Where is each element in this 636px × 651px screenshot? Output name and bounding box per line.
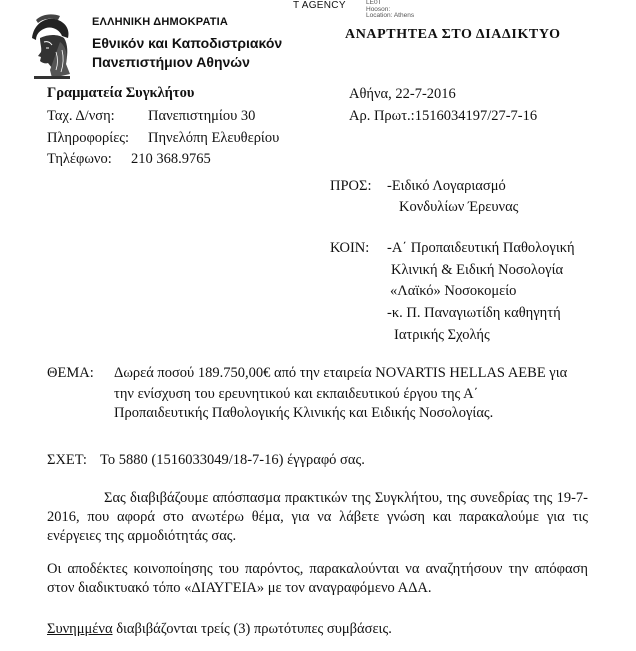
stamp-meta <box>366 0 414 20</box>
republic-title: ΕΛΛΗΝΙΚΗ ΔΗΜΟΚΡΑΤΙΑ <box>92 16 229 28</box>
subject-label: ΘΕΜΑ: <box>47 365 94 381</box>
stamp-meta-line: Hooson: <box>366 5 391 13</box>
university-name-line: Πανεπιστήμιον Αθηνών <box>92 54 250 70</box>
cc-label: ΚΟΙΝ: <box>330 240 370 256</box>
university-logo <box>22 12 74 82</box>
stamp-meta-line: Location: Athens <box>366 12 415 19</box>
cc-line: -Α΄ Προπαιδευτική Παθολογική <box>387 240 575 256</box>
phone-value: 210 368.9765 <box>131 151 211 167</box>
to-label: ΠΡΟΣ: <box>330 178 372 194</box>
posted-online-label: ΑΝΑΡΤΗΤΕΑ ΣΤΟ ΔΙΑΔΙΚΤΥΟ <box>345 27 561 42</box>
phone-label: Τηλέφωνο: <box>47 151 112 167</box>
info-label: Πληροφορίες: <box>47 130 130 146</box>
cc-line: -κ. Π. Παναγιωτίδη καθηγητή <box>387 305 561 321</box>
attachments-label: Συνημμένα <box>47 621 113 637</box>
to-line: Κονδυλίων Έρευνας <box>399 199 519 215</box>
agency-stamp: T AGENCY <box>293 0 346 11</box>
protocol-number: Αρ. Πρωτ.:1516034197/27-7-16 <box>349 108 538 124</box>
attachments-line <box>47 621 392 638</box>
subject-line: Δωρεά ποσού 189.750,00€ από την εταιρεία NOVARTIS HELLAS AEBE για <box>114 365 568 381</box>
subject-line: Προπαιδευτικής Παθολογικής Κλινικής και Ειδικής Νοσολογίας. <box>114 405 494 421</box>
attachments-text: διαβιβάζονται τρείς (3) πρωτότυπες συμβάσεις. <box>112 621 392 637</box>
stamp-meta-line: LE0T <box>366 0 382 6</box>
cc-line: «Λαϊκό» Νοσοκομείο <box>390 283 517 299</box>
address-label: Ταχ. Δ/νση: <box>47 108 115 124</box>
place-date: Αθήνα, 22-7-2016 <box>349 86 456 102</box>
university-name-line: Εθνικόν και Καποδιστριακόν <box>92 35 283 51</box>
reference-text: Το 5880 (1516033049/18-7-16) έγγραφό σας. <box>100 452 365 468</box>
reference-label: ΣΧΕΤ: <box>47 452 87 468</box>
body-paragraph: Σας διαβιβάζουμε απόσπασμα πρακτικών της Συγκλήτου, της συνεδρίας της 19-7-2016, που αφορά στο ανωτέρω θέμα, για να λάβετε γνώση και παρακαλούμε για τις ενέργειες της αρμοδιότητάς σας. <box>47 490 588 544</box>
address-value: Πανεπιστημίου 30 <box>148 108 256 124</box>
subject-line: την ενίσχυση του ερευνητικού και εκπαιδευτικού έργου της Α΄ <box>114 386 479 402</box>
info-value: Πηνελόπη Ελευθερίου <box>148 130 280 146</box>
sender-office: Γραμματεία Συγκλήτου <box>47 85 195 101</box>
university-name <box>92 34 282 72</box>
to-line: -Ειδικό Λογαριασμό <box>387 178 506 194</box>
cc-line: Ιατρικής Σχολής <box>394 327 490 343</box>
body-paragraph: Οι αποδέκτες κοινοποίησης του παρόντος, παρακαλούνται να αναζητήσουν την απόφαση στον διαδικτυακό τόπο «ΔΙΑΥΓΕΙΑ» με τον αναγραφόμενο ΑΔΑ. <box>47 561 588 596</box>
cc-line: Κλινική & Ειδική Νοσολογία <box>391 262 564 278</box>
